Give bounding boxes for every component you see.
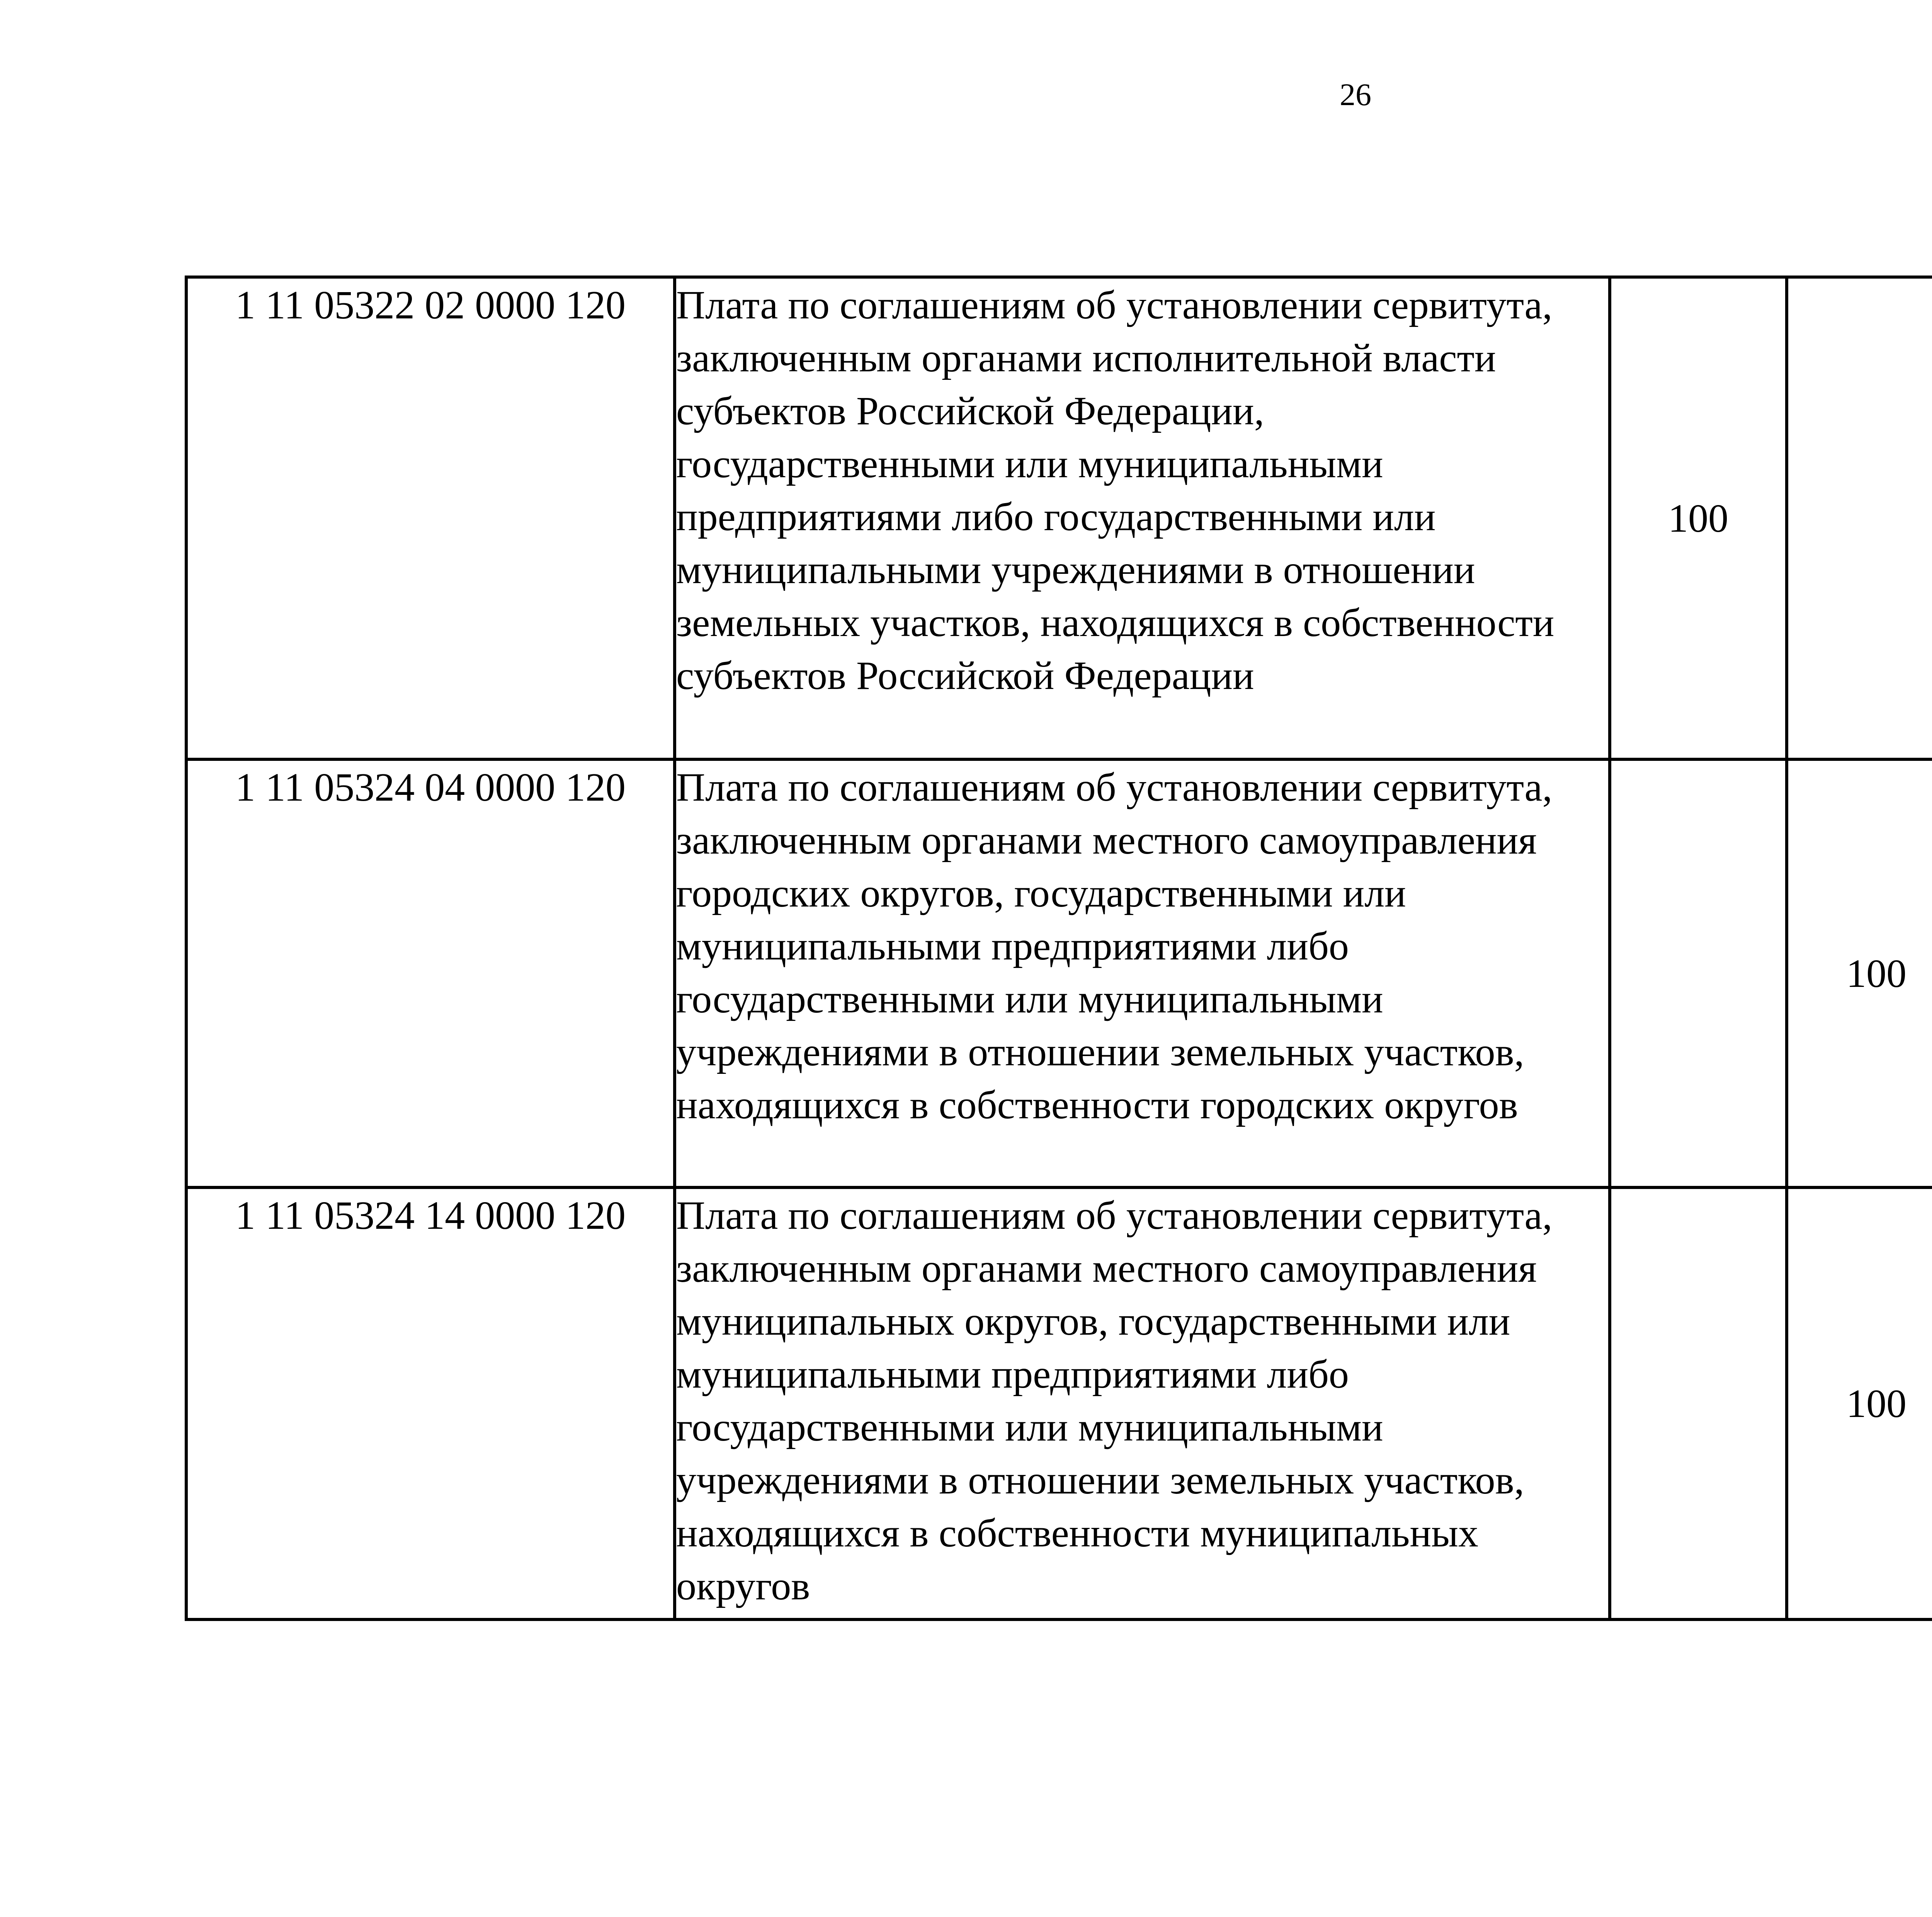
description-line: государственными или муниципальными [676, 977, 1383, 1021]
description-line: Плата по соглашениям об установлении сервитута, [676, 1193, 1553, 1238]
description-line: муниципальных округов, государственными или [676, 1299, 1510, 1344]
value-cell: 100 [1787, 1187, 1932, 1619]
table-row [186, 277, 1932, 759]
page-number: 26 [1340, 77, 1371, 112]
description-line: государственными или муниципальными [676, 1405, 1383, 1449]
table-row [186, 1187, 1932, 1619]
description-line: заключенным органами исполнительной власти [676, 336, 1496, 380]
description-line: заключенным органами местного самоуправления [676, 1246, 1537, 1291]
value-cell [1610, 1187, 1787, 1619]
description-line: муниципальными учреждениями в отношении [676, 548, 1475, 592]
description-cell [675, 1187, 1610, 1619]
value-cell [1787, 277, 1932, 759]
description-line: городских округов, государственными или [676, 871, 1406, 915]
table-row [186, 759, 1932, 1187]
revenue-table [185, 276, 1932, 1621]
description-line: учреждениями в отношении земельных участков, [676, 1458, 1524, 1502]
description-line: учреждениями в отношении земельных участков, [676, 1030, 1524, 1074]
description-line: муниципальными предприятиями либо [676, 1352, 1349, 1397]
budget-code-cell: 1 11 05324 04 0000 120 [186, 759, 675, 1187]
description-line: государственными или муниципальными [676, 442, 1383, 486]
description-line: муниципальными предприятиями либо [676, 924, 1349, 968]
description-cell [675, 277, 1610, 759]
description-line: находящихся в собственности городских округов [676, 1083, 1518, 1127]
budget-code-cell: 1 11 05322 02 0000 120 [186, 277, 675, 759]
description-line: Плата по соглашениям об установлении сервитута, [676, 765, 1553, 810]
description-line: находящихся в собственности муниципальных [676, 1511, 1478, 1555]
description-line: предприятиями либо государственными или [676, 495, 1436, 539]
description-line: субъектов Российской Федерации [676, 653, 1254, 698]
description-cell [675, 759, 1610, 1187]
value-cell [1610, 759, 1787, 1187]
description-line: субъектов Российской Федерации, [676, 389, 1264, 433]
value-cell: 100 [1610, 277, 1787, 759]
description-line: земельных участков, находящихся в собственности [676, 600, 1554, 645]
value-cell: 100 [1787, 759, 1932, 1187]
description-line: округов [676, 1564, 810, 1608]
description-line: Плата по соглашениям об установлении сервитута, [676, 283, 1553, 327]
description-line: заключенным органами местного самоуправления [676, 818, 1537, 862]
budget-code-cell: 1 11 05324 14 0000 120 [186, 1187, 675, 1619]
